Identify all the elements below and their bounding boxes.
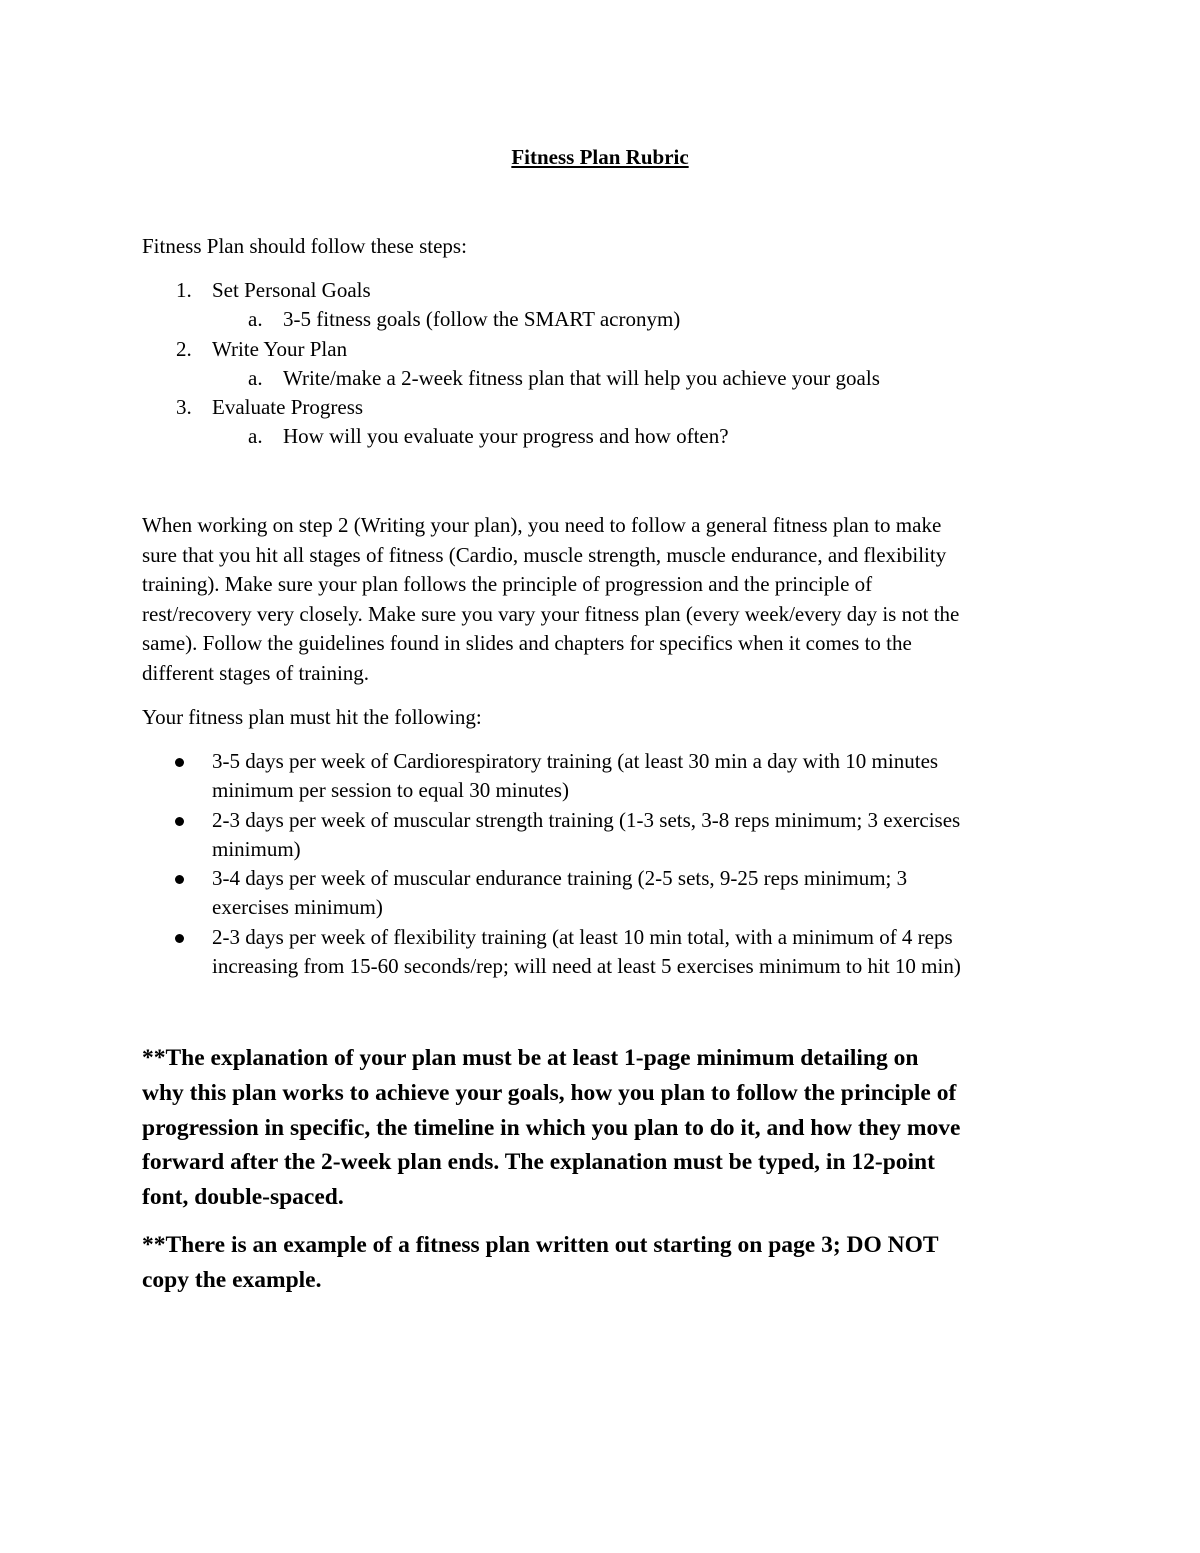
requirement-item (142, 864, 1072, 923)
sub-step-text: Write/make a 2-week fitness plan that will help you achieve your goals (283, 365, 880, 390)
requirement-line: exercises minimum) (212, 895, 383, 920)
paragraph-line: same). Follow the guidelines found in slides and chapters for specifics when it comes to the (142, 631, 912, 655)
paragraph-line: When working on step 2 (Writing your plan), you need to follow a general fitness plan to make (142, 513, 942, 537)
requirement-line: minimum) (212, 836, 301, 861)
example-note (142, 1228, 1082, 1298)
step-number: 2. (176, 336, 192, 361)
sub-step-text: How will you evaluate your progress and how often? (283, 424, 729, 449)
requirement-line: 2-3 days per week of flexibility training (at least 10 min total, with a minimum of 4 reps (212, 924, 953, 949)
sub-step-text: 3-5 fitness goals (follow the SMART acronym) (283, 307, 681, 332)
step-label: Write Your Plan (212, 336, 348, 361)
explanation-emphasis: 1-page minimum (624, 1045, 795, 1071)
explanation-paragraph (142, 1041, 1082, 1215)
sub-step-item (142, 305, 1062, 334)
step-number: 3. (176, 395, 192, 420)
explanation-tail: detailing on (794, 1045, 919, 1071)
step-item (142, 276, 1062, 305)
bullet-icon (175, 817, 184, 826)
requirements-list (142, 747, 1072, 981)
example-note-line: **There is an example of a fitness plan written out starting on page 3; DO NOT (142, 1232, 939, 1258)
steps-list (142, 276, 1062, 452)
explanation-line: why this plan works to achieve your goals, how you plan to follow the principle of (142, 1079, 957, 1106)
sub-step-letter: a. (248, 424, 263, 449)
paragraph-line: rest/recovery very closely. Make sure you vary your fitness plan (every week/every day is not the (142, 601, 960, 626)
step-item (142, 393, 1062, 422)
step-item (142, 335, 1062, 364)
requirement-line: 3-4 days per week of muscular endurance training (2-5 sets, 9-25 reps minimum; 3 (212, 866, 908, 891)
bullet-icon (175, 758, 184, 767)
intro-text: Fitness Plan should follow these steps: (142, 234, 467, 258)
example-note-line: copy the example. (142, 1266, 322, 1293)
requirement-line: 2-3 days per week of muscular strength training (1-3 sets, 3-8 reps minimum; 3 exercises (212, 807, 961, 832)
sub-step-letter: a. (248, 365, 263, 390)
paragraph-line: training). Make sure your plan follows the principle of progression and the principle of (142, 572, 873, 596)
requirement-item (142, 747, 1072, 806)
bullet-icon (175, 875, 184, 884)
step-label: Set Personal Goals (212, 278, 371, 302)
requirement-line: increasing from 15-60 seconds/rep; will need at least 5 exercises minimum to hit 10 min) (212, 954, 961, 979)
explanation-line: progression in specific, the timeline in which you plan to do it, and how they move (142, 1114, 961, 1141)
sub-step-letter: a. (248, 307, 263, 332)
bullet-icon (175, 934, 184, 943)
explanation-line: forward after the 2-week plan ends. The explanation must be typed, in 12-point (142, 1149, 935, 1176)
explanation-line: font, double-spaced. (142, 1184, 344, 1211)
instructions-paragraph (142, 511, 1072, 688)
sub-step-item (142, 422, 1062, 451)
requirement-item (142, 923, 1072, 982)
requirement-line: minimum per session to equal 30 minutes) (212, 778, 569, 803)
paragraph-line: sure that you hit all stages of fitness (Cardio, muscle strength, muscle endurance, and flexibility (142, 542, 947, 567)
paragraph-line: different stages of training. (142, 660, 370, 685)
page-title: Fitness Plan Rubric (511, 145, 689, 169)
step-label: Evaluate Progress (212, 395, 364, 420)
requirement-line: 3-5 days per week of Cardiorespiratory training (at least 30 min a day with 10 minutes (212, 749, 939, 773)
sub-step-item (142, 364, 1062, 393)
step-number: 1. (176, 278, 192, 302)
explanation-line (142, 1041, 1082, 1076)
requirements-heading: Your fitness plan must hit the following: (142, 705, 482, 729)
explanation-lead: **The explanation of your plan must be at least (142, 1045, 625, 1071)
requirement-item (142, 806, 1072, 865)
